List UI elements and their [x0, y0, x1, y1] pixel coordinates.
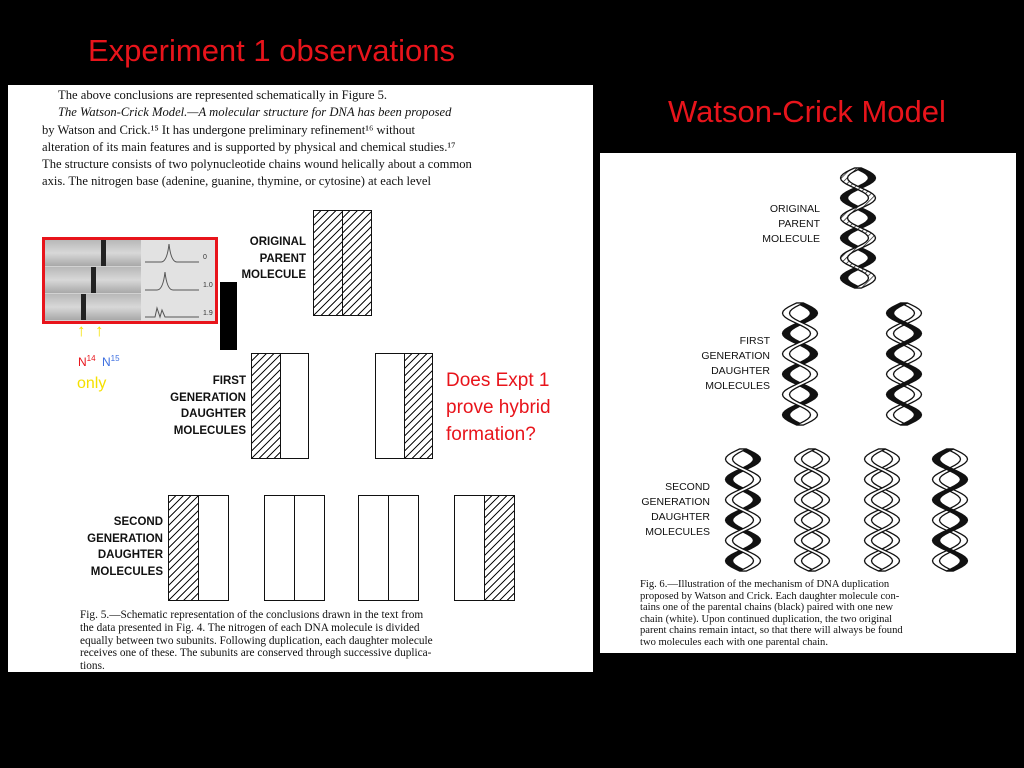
parent-molecule-rect — [313, 210, 372, 316]
second-gen-helix-3-strand-b — [865, 449, 900, 571]
gel-row-label: 1.0 — [203, 282, 213, 289]
parent-helix-strand-b — [841, 168, 876, 288]
gel-row-label: 1.9 — [203, 310, 213, 317]
paragraph-line: The structure consists of two polynucleotide chains wound helically about a common — [42, 157, 472, 172]
dna-helix-diagram — [600, 153, 1016, 583]
gel-band-inset — [42, 237, 218, 324]
figure-5-caption: Fig. 5.—Schematic representation of the conclusions drawn in the text from the data presented in Fig. 4. The nitrogen of each DNA molecule is divided equally between two subunits. Following duplication, each daughter molecule receives one of these. The subunits are conserved through successive duplica- tions. — [80, 609, 433, 673]
n15-label: $N^{15}$ — [102, 354, 120, 369]
label-first-generation: FIRST GENERATION DAUGHTER MOLECULES — [170, 375, 246, 437]
first-gen-helix-2-strand-b — [887, 303, 922, 425]
gel-row — [45, 267, 141, 293]
second-gen-molecule-1 — [168, 495, 229, 601]
paragraph-line: The above conclusions are represented schematically in Figure 5. — [58, 88, 388, 102]
gel-row — [45, 240, 141, 266]
body-paragraph — [42, 87, 562, 191]
label-second-generation: SECOND GENERATION DAUGHTER MOLECULES — [87, 516, 163, 578]
label-first-generation: FIRST GENERATION DAUGHTER MOLECULES — [701, 335, 770, 392]
up-arrow-icon: ↑ — [95, 321, 104, 340]
only-label: only — [77, 375, 107, 392]
paragraph-line: alteration of its main features and is supported by physical and chemical studies.¹⁷ — [42, 139, 456, 154]
second-gen-helix-2-strand-b — [795, 449, 830, 571]
paragraph-line: by Watson and Crick.¹⁵ It has undergone preliminary refinement¹⁶ without — [42, 122, 415, 137]
label-original-parent: ORIGINAL PARENT MOLECULE — [762, 203, 820, 245]
slide-title-right: Watson-Crick Model — [668, 94, 946, 129]
second-gen-molecule-3 — [358, 495, 419, 601]
question-annotation: Does Expt 1 prove hybrid formation? — [446, 370, 551, 445]
up-arrow-icon: ↑ — [77, 321, 86, 340]
gel-row — [45, 294, 141, 320]
slide-title-left: Experiment 1 observations — [88, 33, 456, 68]
label-original-parent: ORIGINAL PARENT MOLECULE — [241, 236, 306, 281]
second-gen-helix-4-strand-b — [933, 449, 968, 571]
label-second-generation: SECOND GENERATION DAUGHTER MOLECULES — [641, 481, 710, 538]
first-gen-molecule-1 — [251, 353, 309, 459]
figure-6-panel — [600, 153, 1016, 653]
gel-row-label: 0 — [203, 254, 207, 261]
second-gen-molecule-2 — [264, 495, 325, 601]
redaction-bar — [220, 282, 237, 350]
first-gen-molecule-2 — [375, 353, 433, 459]
n14-label: $N^{14}$ — [78, 354, 96, 369]
densitometer-trace — [141, 240, 215, 321]
first-gen-helix-1-strand-b — [783, 303, 818, 425]
paragraph-line: The Watson-Crick Model.—A molecular structure for DNA has been proposed — [58, 105, 452, 120]
figure-6-caption: Fig. 6.—Illustration of the mechanism of DNA duplication proposed by Watson and Crick. Each daughter molecule con- tains one of the parental chains (black) paired with one new chain (white). Upon continued duplication, the two original parent chains remain intact, so that there will always be found two molecules each with one parental chain. — [640, 579, 903, 648]
paragraph-line: axis. The nitrogen base (adenine, guanine, thymine, or cytosine) at each level — [42, 174, 431, 189]
second-gen-helix-1-strand-b — [726, 449, 761, 571]
second-gen-molecule-4 — [454, 495, 515, 601]
